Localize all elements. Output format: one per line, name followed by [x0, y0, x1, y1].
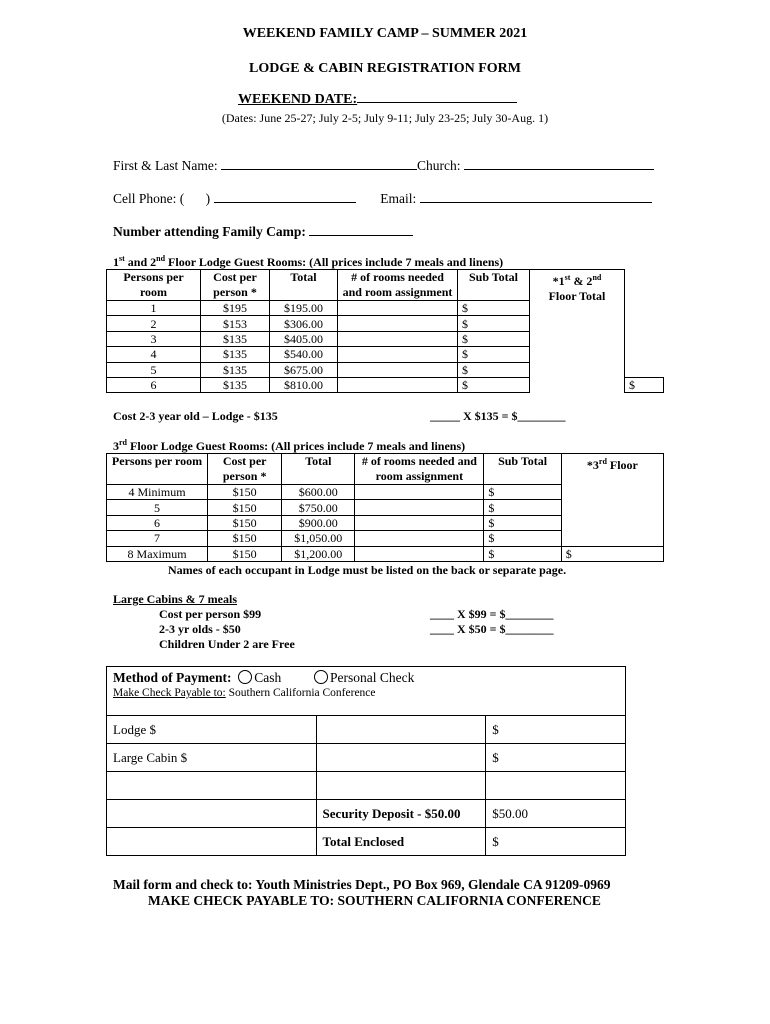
occupants-note: Names of each occupant in Lodge must be listed on the back or separate page.	[168, 563, 567, 577]
rooms-cell[interactable]	[355, 485, 484, 500]
payment-method-label: Method of Payment:	[113, 670, 232, 685]
toddler-cost-calc[interactable]: _____ X $135 = $________	[430, 409, 566, 423]
cash-radio[interactable]	[238, 670, 252, 684]
lodge3-header-row: Persons per room Cost per person * Total # of rooms needed and room assignment Sub Total *3rd Floor	[107, 454, 664, 485]
rooms-cell[interactable]	[338, 316, 458, 331]
lodge12-header-row	[107, 270, 664, 301]
table-row: 5 $150 $750.00 $	[107, 500, 664, 515]
form-title: WEEKEND FAMILY CAMP – SUMMER 2021	[242, 26, 528, 41]
table-row	[107, 716, 626, 744]
church-label: Church:	[417, 158, 461, 173]
rooms-cell[interactable]	[355, 546, 484, 561]
col-floor3: *3rd Floor	[561, 454, 663, 547]
col-subtotal: Sub Total	[458, 270, 530, 301]
table-row	[107, 828, 626, 856]
lodge-amount-field[interactable]: $	[486, 716, 626, 744]
cell-phone-label: Cell Phone: (	[113, 191, 185, 206]
cabins-line1: Cost per person $99	[159, 607, 262, 621]
table-row: 4 Minimum $150 $600.00 $	[107, 485, 664, 500]
col-total: Total	[270, 270, 338, 301]
col-rooms: # of rooms needed and room assignment	[338, 270, 458, 301]
form-subtitle: LODGE & CABIN REGISTRATION FORM	[249, 61, 521, 76]
rooms-cell[interactable]	[355, 500, 484, 515]
cell-phone-paren: )	[205, 191, 211, 206]
weekend-date-field[interactable]	[357, 102, 517, 103]
floor-total-cell[interactable]: $	[625, 377, 664, 392]
attending-row	[113, 224, 413, 240]
floor3-total-cell[interactable]: $	[561, 546, 663, 561]
table-row: 5 $135 $675.00 $	[107, 362, 664, 377]
phone-email-row	[113, 191, 652, 207]
payment-table	[106, 715, 626, 856]
lodge-amount-label: Lodge $	[107, 716, 317, 744]
table-row: 2 $153 $306.00 $	[107, 316, 664, 331]
table-row: 8 Maximum $150 $1,200.00 $ $	[107, 546, 664, 561]
table-row: 1 $195 $195.00 $	[107, 301, 664, 316]
rooms-cell[interactable]	[338, 362, 458, 377]
payment-method-box	[106, 666, 626, 716]
email-field[interactable]	[420, 202, 652, 203]
total-enclosed-label: Total Enclosed	[316, 828, 486, 856]
cabin-amount-field[interactable]: $	[486, 744, 626, 772]
total-enclosed-field[interactable]: $	[486, 828, 626, 856]
lodge12-table	[106, 269, 664, 393]
table-row	[107, 772, 626, 800]
lodge3-table	[106, 453, 664, 562]
name-field[interactable]	[221, 169, 417, 170]
table-row: 7 $150 $1,050.00 $	[107, 531, 664, 546]
rooms-cell[interactable]	[338, 377, 458, 392]
attending-field[interactable]	[309, 235, 413, 236]
payable-label: Make Check Payable to:	[113, 687, 226, 699]
email-label: Email:	[380, 191, 417, 206]
payable-row	[113, 687, 376, 699]
cabins-title: Large Cabins & 7 meals	[113, 592, 237, 606]
col-cost: Cost per person *	[201, 270, 270, 301]
table-row: 6 $135 $810.00 $ $	[107, 377, 664, 392]
table-row: 6 $150 $900.00 $	[107, 515, 664, 530]
security-deposit-amount: $50.00	[486, 800, 626, 828]
table-row: 4 $135 $540.00 $	[107, 347, 664, 362]
cabin-amount-label: Large Cabin $	[107, 744, 317, 772]
rooms-cell[interactable]	[338, 347, 458, 362]
rooms-cell[interactable]	[338, 331, 458, 346]
cabins-line3: Children Under 2 are Free	[159, 637, 295, 651]
col-persons: Persons per room	[107, 270, 201, 301]
table-row	[107, 800, 626, 828]
lodge3-title: 3rd Floor Lodge Guest Rooms: (All prices include 7 meals and linens)	[113, 438, 466, 453]
rooms-cell[interactable]	[355, 515, 484, 530]
cabins-line2: 2-3 yr olds - $50	[159, 622, 241, 636]
weekend-date-label: WEEKEND DATE:	[238, 92, 358, 107]
cabins-calc1[interactable]: ____ X $99 = $________	[430, 607, 554, 621]
cabins-calc2[interactable]: ____ X $50 = $________	[430, 622, 554, 636]
table-row: 3 $135 $405.00 $	[107, 331, 664, 346]
rooms-cell[interactable]	[338, 301, 458, 316]
dates-note: (Dates: June 25-27; July 2-5; July 9-11; July 23-25; July 30-Aug. 1)	[221, 111, 549, 125]
col-floor-total: *1st & 2nd Floor Total	[530, 270, 625, 393]
cash-label: Cash	[254, 670, 282, 685]
payable-to: Southern California Conference	[225, 687, 376, 699]
check-label: Personal Check	[329, 670, 415, 685]
mail-instructions: Mail form and check to: Youth Ministries Dept., PO Box 969, Glendale CA 91209-0969	[113, 877, 611, 892]
church-field[interactable]	[464, 169, 654, 170]
weekend-date-row	[238, 92, 517, 108]
payment-method-row	[113, 670, 414, 686]
attending-label: Number attending Family Camp:	[113, 224, 306, 239]
rooms-cell[interactable]	[355, 531, 484, 546]
toddler-cost-label: Cost 2-3 year old – Lodge - $135	[113, 409, 278, 423]
name-label: First & Last Name:	[113, 158, 218, 173]
check-radio[interactable]	[314, 670, 328, 684]
name-church-row	[113, 158, 654, 174]
security-deposit-label: Security Deposit - $50.00	[316, 800, 486, 828]
cell-phone-field[interactable]	[214, 202, 356, 203]
lodge12-title: 1st and 2nd Floor Lodge Guest Rooms: (All prices include 7 meals and linens)	[113, 254, 504, 269]
table-row	[107, 744, 626, 772]
payable-instructions: MAKE CHECK PAYABLE TO: SOUTHERN CALIFORNIA CONFERENCE	[148, 893, 601, 908]
